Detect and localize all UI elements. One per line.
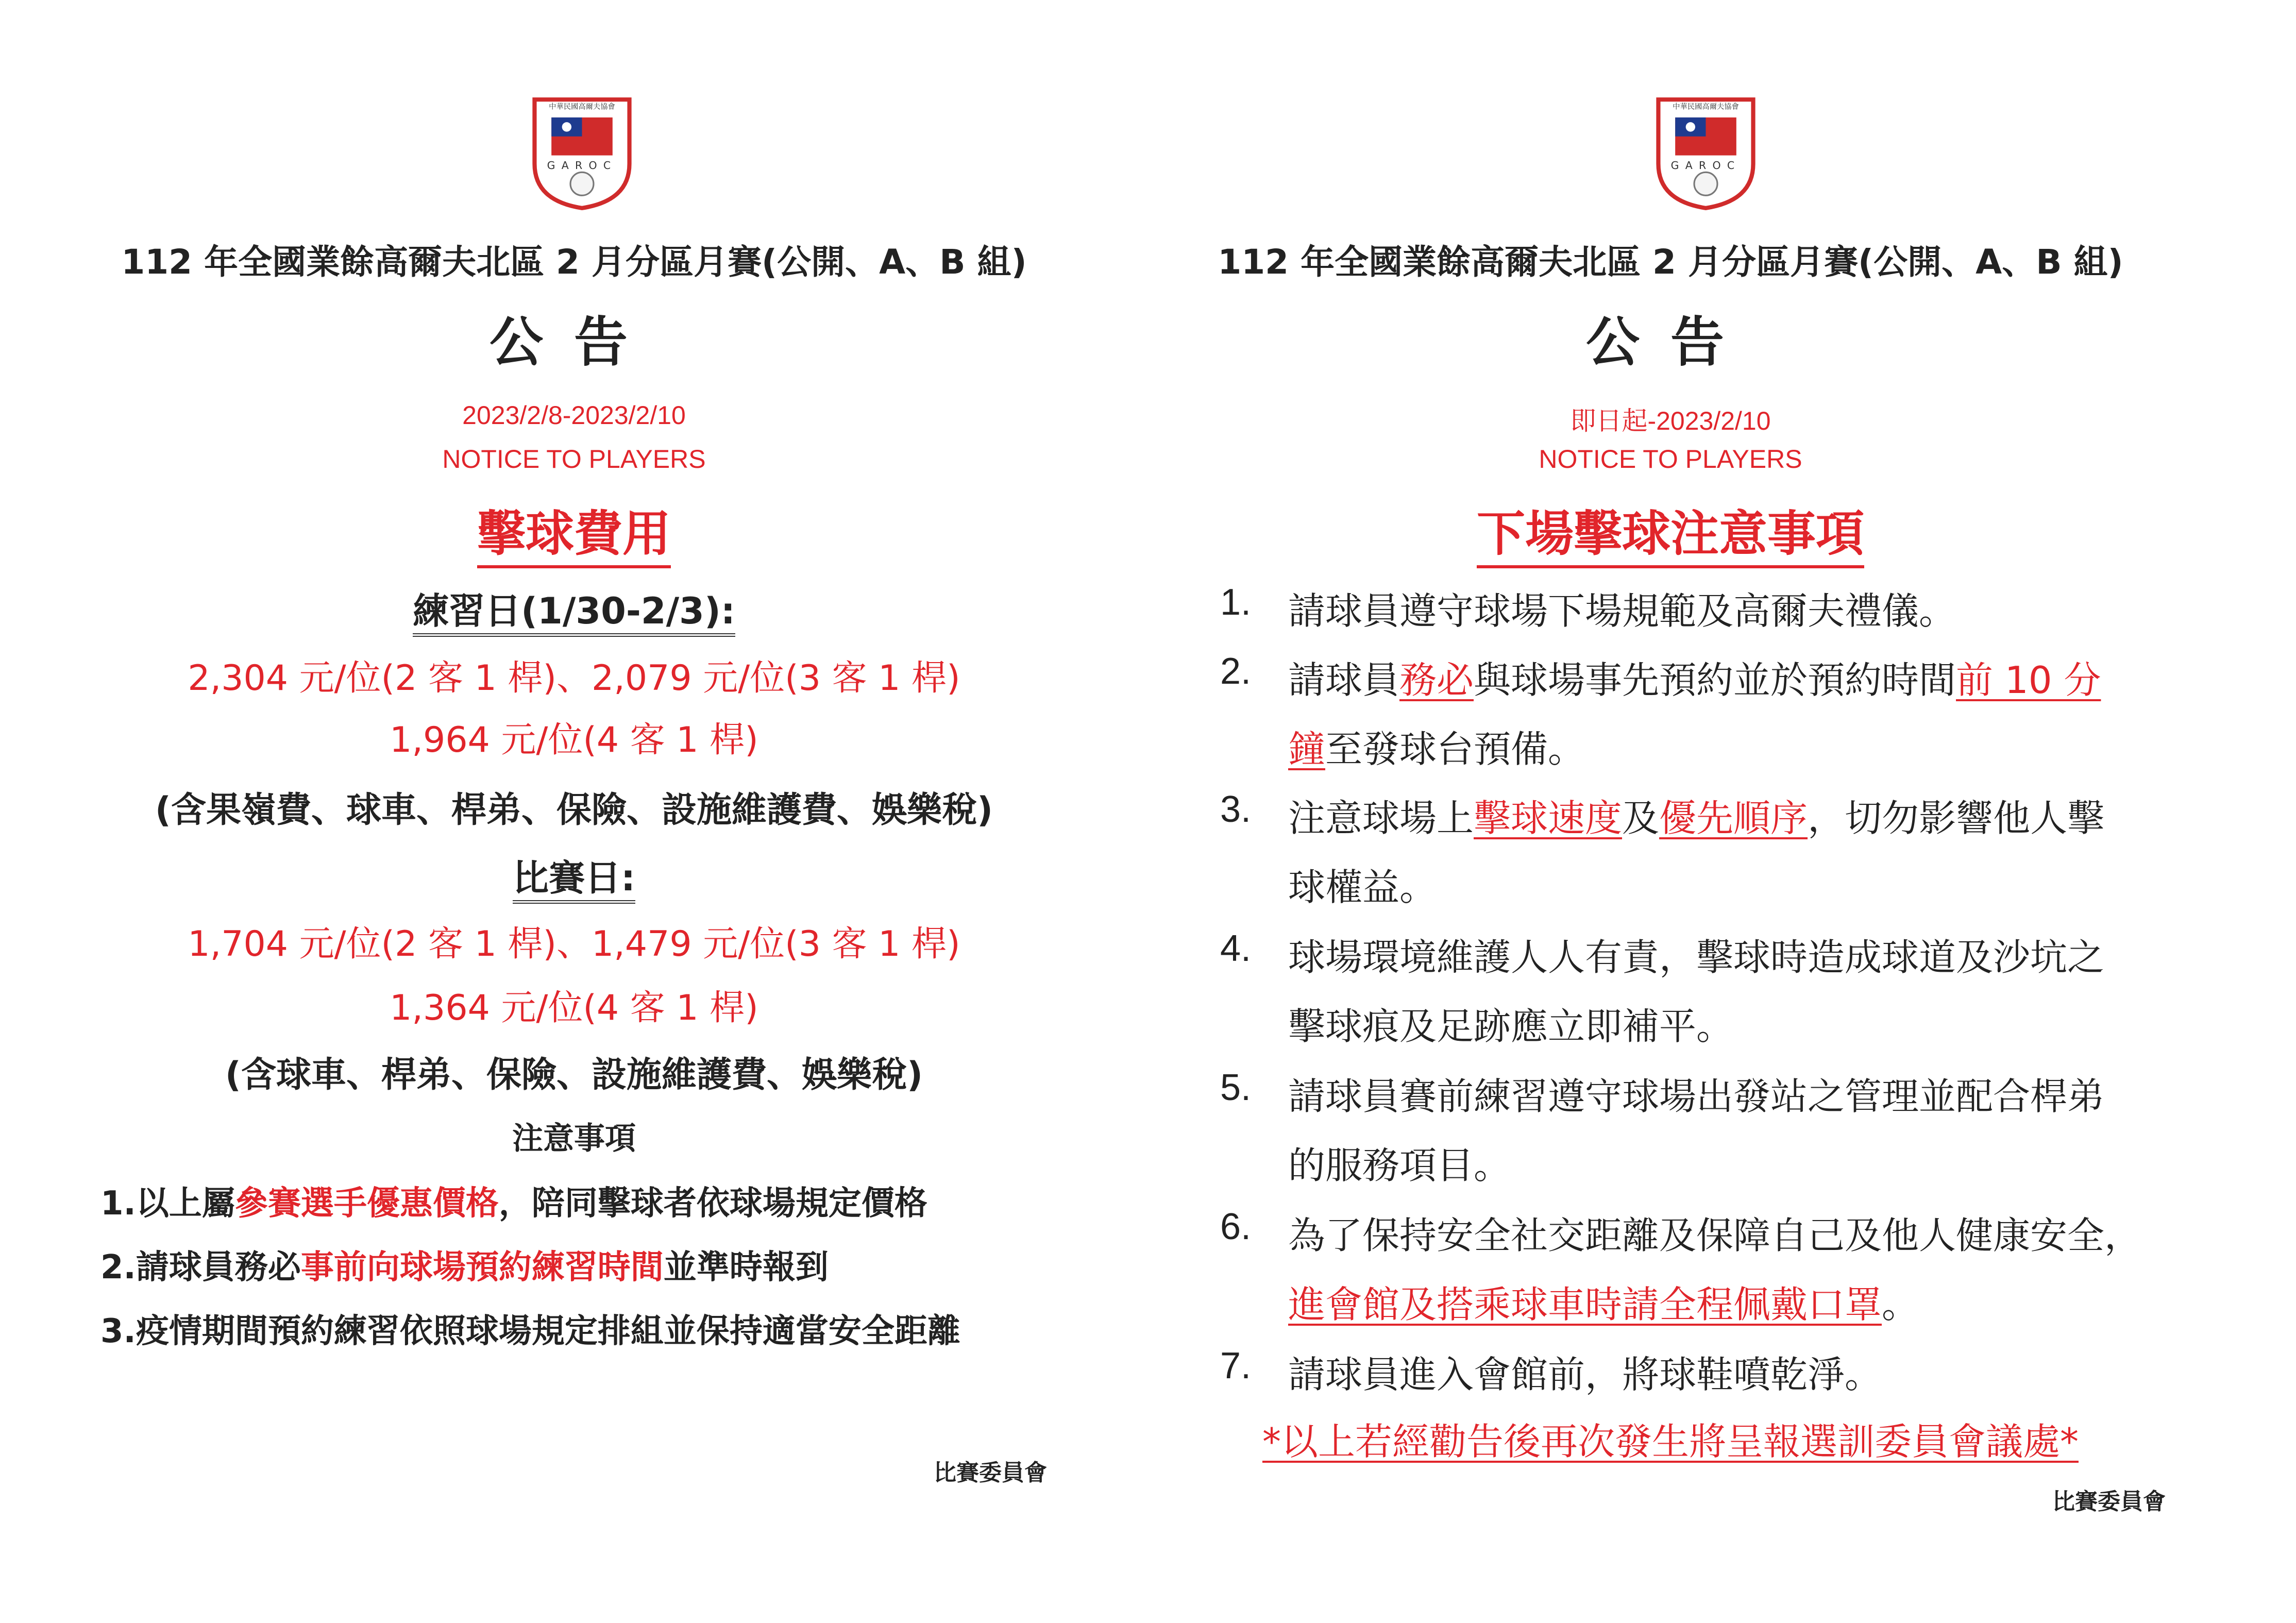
- garoc-logo: [1653, 95, 1759, 211]
- svg-text:中華民國高爾夫協會: 中華民國高爾夫協會: [549, 103, 615, 111]
- item-1-text: 請球員遵守球場下場規範及高爾夫禮儀。: [1288, 589, 1956, 633]
- note-item-1: 1.以上屬參賽選手優惠價格，陪同擊球者依球場規定價格: [100, 1185, 927, 1223]
- announcement-heading: 公告: [489, 311, 659, 374]
- svg-text:GAROC: GAROC: [547, 159, 617, 172]
- date-range: 2023/2/8-2023/2/10: [462, 401, 686, 430]
- item-4-line-2: 擊球痕及足跡應立即補平。: [1288, 1005, 1734, 1048]
- section-title-fees: 擊球費用: [477, 506, 671, 568]
- notice-to-players: NOTICE TO PLAYERS: [1539, 445, 1802, 474]
- right-notice-panel: [1148, 0, 2296, 1623]
- match-day-label: 比賽日:: [513, 857, 635, 904]
- item-5-line-2: 的服務項目。: [1288, 1144, 1511, 1187]
- item-2-line-2: 鐘至發球台預備。: [1288, 728, 1585, 771]
- announcement-heading: 公告: [1585, 311, 1755, 374]
- practice-day-label: 練習日(1/30-2/3):: [413, 590, 735, 637]
- page-title: 112 年全國業餘高爾夫北區 2 月分區月賽(公開、A、B 組): [121, 242, 1027, 282]
- match-price-line-1: 1,704 元/位(2 客 1 桿)、1,479 元/位(3 客 1 桿): [188, 924, 960, 965]
- item-4-line-1: 球場環境維護人人有責，擊球時造成球道及沙坑之: [1288, 936, 2105, 979]
- date-range: 即日起-2023/2/10: [1570, 407, 1771, 435]
- item-7-text: 請球員進入會館前，將球鞋噴乾淨。: [1288, 1353, 1882, 1396]
- section-title-precautions: 下場擊球注意事項: [1477, 506, 1864, 568]
- note-item-3: 3.疫情期間預約練習依照球場規定排組並保持適當安全距離: [100, 1312, 960, 1350]
- match-price-line-2: 1,364 元/位(4 客 1 桿): [390, 988, 758, 1028]
- garoc-shield-icon: [1653, 95, 1759, 211]
- signature: 比賽委員會: [2052, 1489, 2166, 1515]
- page-title: 112 年全國業餘高爾夫北區 2 月分區月賽(公開、A、B 組): [1218, 242, 2123, 282]
- signature: 比賽委員會: [934, 1460, 1047, 1486]
- svg-text:中華民國高爾夫協會: 中華民國高爾夫協會: [1673, 103, 1739, 111]
- garoc-shield-icon: [529, 95, 635, 211]
- item-number: 5.: [1220, 1067, 1252, 1108]
- item-6-line-2: 進會館及搭乘球車時請全程佩戴口罩。: [1288, 1283, 1919, 1326]
- item-3-line-2: 球權益。: [1288, 866, 1437, 909]
- item-2-line-1: 請球員務必與球場事先預約並於預約時間前 10 分: [1288, 658, 2101, 702]
- item-number: 7.: [1220, 1345, 1252, 1387]
- item-number: 4.: [1220, 928, 1252, 969]
- notes-title: 注意事項: [512, 1121, 636, 1157]
- warning-note: *以上若經勸告後再次發生將呈報選訓委員會議處*: [1262, 1420, 2079, 1463]
- note-item-2: 2.請球員務必事前向球場預約練習時間並準時報到: [100, 1248, 829, 1287]
- item-number: 2.: [1220, 651, 1252, 692]
- garoc-logo: [529, 95, 635, 211]
- item-5-line-1: 請球員賽前練習遵守球場出發站之管理並配合桿弟: [1288, 1075, 2105, 1118]
- item-number: 1.: [1220, 582, 1252, 623]
- practice-price-line-2: 1,964 元/位(4 客 1 桿): [390, 720, 758, 760]
- item-number: 3.: [1220, 789, 1252, 830]
- practice-price-line-1: 2,304 元/位(2 客 1 桿)、2,079 元/位(3 客 1 桿): [188, 658, 960, 699]
- svg-text:GAROC: GAROC: [1670, 159, 1741, 172]
- item-3-line-1: 注意球場上擊球速度及優先順序，切勿影響他人擊: [1288, 797, 2105, 840]
- item-6-line-1: 為了保持安全社交距離及保障自己及他人健康安全，: [1288, 1214, 2142, 1257]
- item-number: 6.: [1220, 1206, 1252, 1247]
- match-inclusions: (含球車、桿弟、保險、設施維護費、娛樂稅): [225, 1055, 923, 1095]
- practice-inclusions: (含果嶺費、球車、桿弟、保險、設施維護費、娛樂稅): [155, 790, 993, 831]
- notice-to-players: NOTICE TO PLAYERS: [442, 445, 706, 474]
